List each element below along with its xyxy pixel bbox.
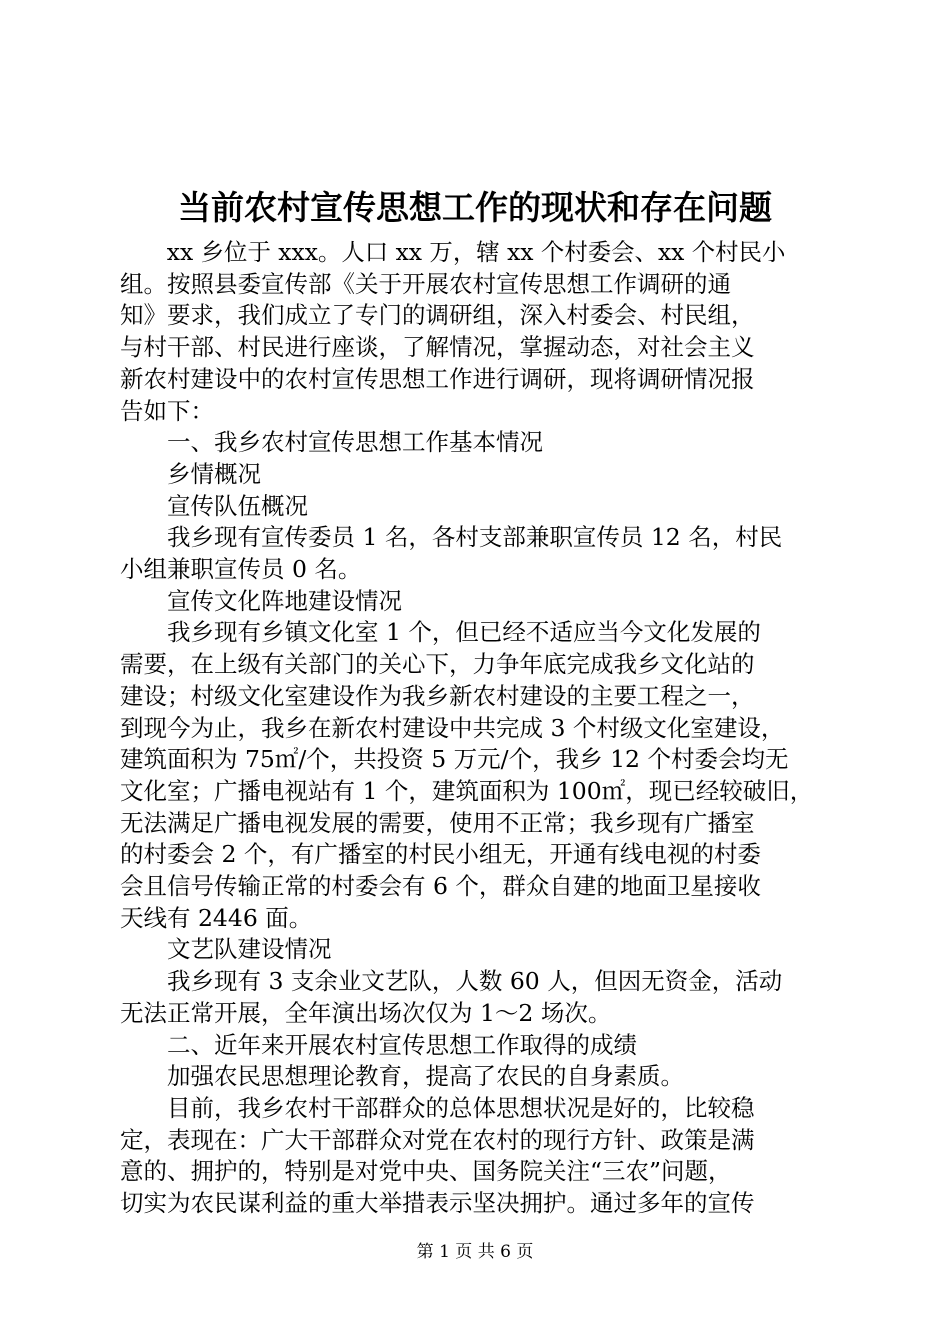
text-line: 我乡现有宣传委员 1 名，各村支部兼职宣传员 12 名，村民 xyxy=(167,523,783,552)
document-body xyxy=(120,237,832,1220)
text-line: 切实为农民谋利益的重大举措表示坚决拥护。通过多年的宣传 xyxy=(120,1189,755,1218)
text-line: 宣传队伍概况 xyxy=(167,491,308,520)
text-line: 天线有 2446 面。 xyxy=(120,903,313,932)
text-line: 与村干部、村民进行座谈，了解情况，掌握动态，对社会主义 xyxy=(120,333,755,362)
text-line: 意的、拥护的，特别是对党中央、国务院关注“三农”问题， xyxy=(120,1157,732,1186)
text-line: 建设；村级文化室建设作为我乡新农村建设的主要工程之一， xyxy=(120,681,755,710)
paragraph xyxy=(120,459,832,491)
paragraph xyxy=(120,1030,832,1062)
text-line: 需要，在上级有关部门的关心下，力争年底完成我乡文化站的 xyxy=(120,650,755,679)
paragraph xyxy=(120,491,832,523)
text-line: 无法满足广播电视发展的需要，使用不正常；我乡现有广播室 xyxy=(120,808,755,837)
paragraph xyxy=(120,522,832,585)
text-line: 会且信号传输正常的村委会有 6 个，群众自建的地面卫星接收 xyxy=(120,872,761,901)
text-line: 定，表现在：广大干部群众对党在农村的现行方针、政策是满 xyxy=(120,1125,755,1154)
text-line: 告如下： xyxy=(120,396,214,425)
text-line: 加强农民思想理论教育，提高了农民的自身素质。 xyxy=(167,1062,684,1091)
text-line: 文艺队建设情况 xyxy=(167,935,332,964)
text-line: 小组兼职宣传员 0 名。 xyxy=(120,555,362,584)
text-line: 建筑面积为 75㎡/个，共投资 5 万元/个，我乡 12 个村委会均无 xyxy=(120,745,789,774)
text-line: 二、近年来开展农村宣传思想工作取得的成绩 xyxy=(167,1030,637,1059)
paragraph xyxy=(120,427,832,459)
text-line: xx 乡位于 xxx。人口 xx 万，辖 xx 个村委会、xx 个村民小 xyxy=(166,238,786,266)
paragraph xyxy=(120,586,832,618)
paragraph xyxy=(120,966,832,1029)
paragraph xyxy=(120,934,832,966)
paragraph xyxy=(120,1061,832,1093)
text-line: 的村委会 2 个，有广播室的村民小组无，开通有线电视的村委 xyxy=(120,840,761,869)
text-line: 组。按照县委宣传部《关于开展农村宣传思想工作调研的通 xyxy=(120,269,731,298)
document-title: 当前农村宣传思想工作的现状和存在问题 xyxy=(178,188,772,227)
paragraph xyxy=(120,617,832,934)
text-line: 无法正常开展，全年演出场次仅为 1～2 场次。 xyxy=(120,998,612,1027)
text-line: 知》要求，我们成立了专门的调研组，深入村委会、村民组， xyxy=(120,301,755,330)
text-line: 我乡现有乡镇文化室 1 个，但已经不适应当今文化发展的 xyxy=(167,618,761,647)
text-line: 我乡现有 3 支余业文艺队，人数 60 人，但因无资金，活动 xyxy=(167,967,783,996)
text-line: 宣传文化阵地建设情况 xyxy=(167,586,402,615)
paragraph xyxy=(120,1093,832,1220)
text-line: 一、我乡农村宣传思想工作基本情况 xyxy=(167,428,543,457)
text-line: 乡情概况 xyxy=(167,459,261,488)
page-footer: 第 1 页 共 6 页 xyxy=(416,1242,534,1262)
text-line: 目前，我乡农村干部群众的总体思想状况是好的，比较稳 xyxy=(167,1093,755,1122)
text-line: 到现今为止，我乡在新农村建设中共完成 3 个村级文化室建设， xyxy=(120,713,785,742)
paragraph xyxy=(120,237,832,427)
text-line: 新农村建设中的农村宣传思想工作进行调研，现将调研情况报 xyxy=(120,364,755,393)
text-line: 文化室；广播电视站有 1 个，建筑面积为 100㎡，现已经较破旧， xyxy=(120,776,814,805)
